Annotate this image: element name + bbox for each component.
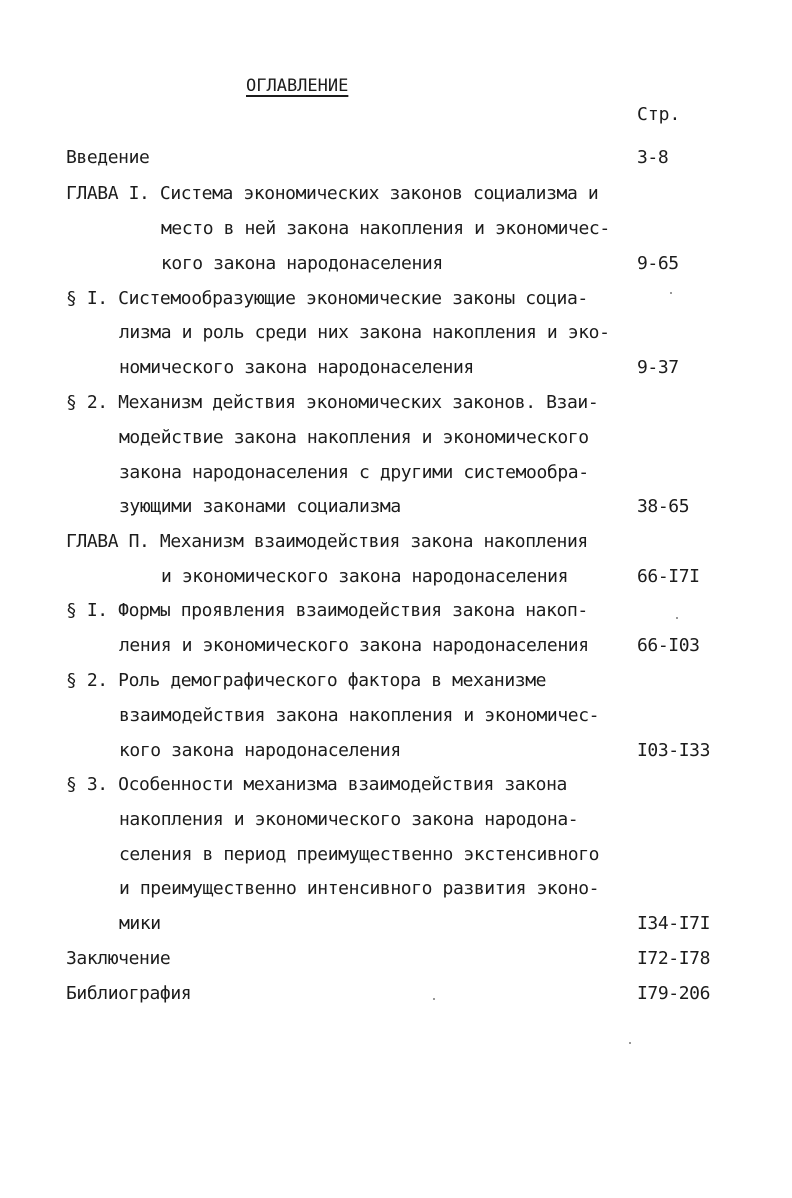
toc-page-number: I34-I7I: [637, 913, 711, 934]
toc-page-number: I03-I33: [637, 740, 711, 761]
scan-speck: [433, 998, 435, 1000]
toc-line: мики: [119, 913, 161, 934]
toc-line: и экономического закона народонаселения: [161, 566, 569, 587]
toc-line: § I. Системообразующие экономические законы социа-: [66, 288, 588, 309]
page-column-header: Стр.: [637, 104, 681, 125]
toc-line: кого закона народонаселения: [119, 740, 401, 761]
toc-page-number: I72-I78: [637, 948, 711, 969]
toc-line: Заключение: [66, 948, 171, 969]
toc-line: лизма и роль среди них закона накопления и эко-: [119, 322, 610, 343]
toc-line: Библиография: [66, 983, 192, 1004]
toc-page-number: 9-65: [637, 253, 679, 274]
toc-line: § 2. Роль демографического фактора в механизме: [66, 670, 547, 691]
toc-line: модействие закона накопления и экономического: [119, 427, 589, 448]
toc-line: ГЛАВА I. Система экономических законов социализма и: [66, 183, 599, 204]
toc-line: взаимодействия закона накопления и экономичес-: [119, 705, 600, 726]
toc-line: ГЛАВА П. Механизм взаимодействия закона накопления: [66, 531, 588, 552]
toc-page-number: 38-65: [637, 496, 690, 517]
page-title: ОГЛАВЛЕНИЕ: [246, 76, 349, 96]
scan-speck: [670, 292, 672, 294]
toc-page-number: 9-37: [637, 357, 679, 378]
toc-line: ления и экономического закона народонаселения: [119, 635, 589, 656]
toc-line: Введение: [66, 147, 150, 168]
toc-page-number: 66-I7I: [637, 566, 700, 587]
toc-page-number: I79-206: [637, 983, 711, 1004]
scan-speck: [676, 617, 678, 619]
toc-page-number: 3-8: [637, 147, 669, 168]
toc-line: накопления и экономического закона народона-: [119, 809, 579, 830]
toc-line: кого закона народонаселения: [161, 253, 443, 274]
toc-line: место в ней закона накопления и экономичес-: [161, 218, 610, 239]
toc-line: § 3. Особенности механизма взаимодействия закона: [66, 774, 567, 795]
toc-line: номического закона народонаселения: [119, 357, 474, 378]
toc-line: и преимущественно интенсивного развития эконо-: [119, 878, 600, 899]
toc-line: закона народонаселения с другими системообра-: [119, 462, 589, 483]
scan-speck: [629, 1042, 631, 1044]
toc-line: § 2. Механизм действия экономических законов. Взаи-: [66, 392, 599, 413]
toc-line: зующими законами социализма: [119, 496, 401, 517]
toc-page-number: 66-I03: [637, 635, 700, 656]
toc-line: § I. Формы проявления взаимодействия закона накоп-: [66, 600, 588, 621]
toc-line: селения в период преимущественно экстенсивного: [119, 844, 600, 865]
